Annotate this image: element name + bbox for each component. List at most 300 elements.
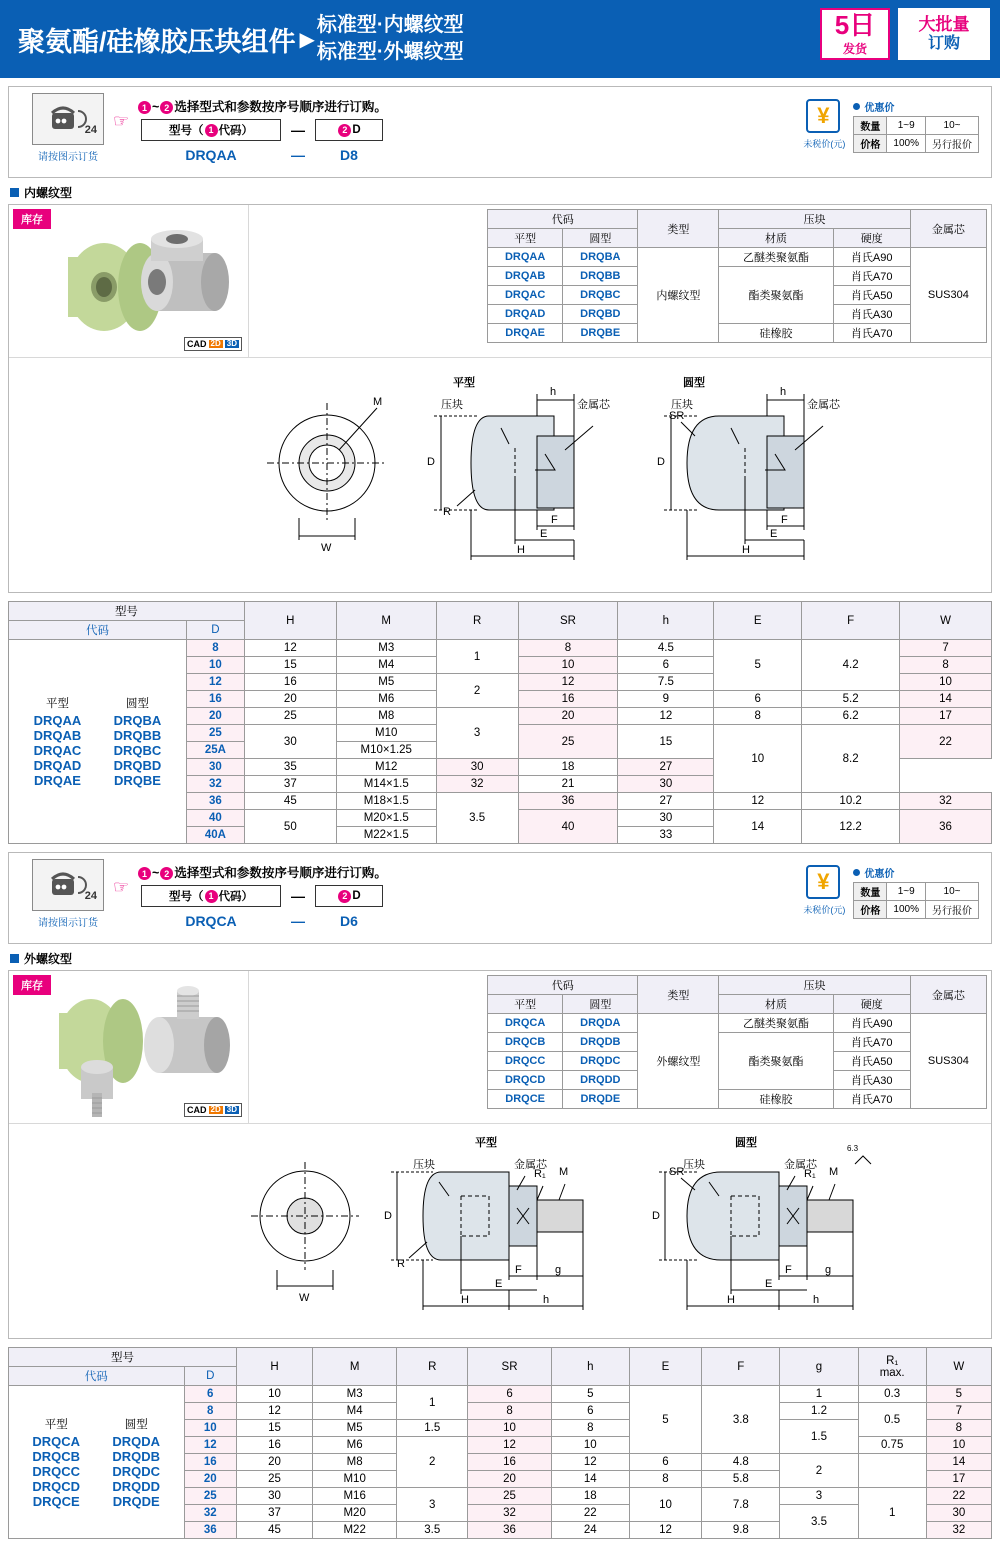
pointing-hand-icon: ☞: [113, 111, 130, 131]
price-value-10plus: 另行报价: [926, 135, 979, 153]
cell-W: 27: [618, 759, 714, 776]
model-list-cell: [9, 640, 187, 844]
cell-H: 15: [236, 1420, 312, 1437]
round-view-title: 圆型: [683, 377, 705, 389]
drawing-svg-external: [9, 1124, 991, 1337]
th-M: M: [336, 602, 436, 640]
cell-F: 5.8: [702, 1471, 780, 1488]
panel-top-row: [9, 205, 991, 357]
cell-hardness: 肖氏A50: [833, 1052, 910, 1071]
cell-M: M12: [336, 759, 436, 776]
cell-type: 外螺纹型: [638, 1014, 719, 1109]
flat-view-title-2: 平型: [475, 1137, 497, 1149]
cell-hardness: 肖氏A30: [833, 305, 910, 324]
cell-R: 1: [436, 640, 518, 674]
cell-R1: 0.5: [858, 1403, 926, 1437]
cell-SR: 12: [518, 674, 618, 691]
header-arrow-icon: ▶: [299, 28, 315, 51]
cell-core: SUS304: [910, 248, 986, 343]
example-d-value: D8: [340, 147, 358, 163]
badge-5day-shipping: [820, 8, 890, 60]
cell-D: 10: [184, 1420, 236, 1437]
cell-D: 8: [184, 1403, 236, 1420]
model-code-suffix: 代码）: [218, 125, 253, 137]
cell-SR: 36: [468, 1522, 552, 1539]
cad-2d-label: 2D: [210, 338, 221, 348]
model-round: DRQBD: [113, 758, 162, 773]
cell-R: 3: [397, 1488, 468, 1522]
cell-E: 8: [629, 1471, 701, 1488]
label-M-round: M: [829, 1166, 839, 1178]
cell-W: 14: [900, 691, 992, 708]
cell-D: 40A: [186, 827, 244, 844]
step-2-marker: 2: [160, 867, 173, 880]
cell-E: 5: [714, 640, 802, 691]
example-model-value: DRQCA: [185, 913, 237, 929]
cell-R1: 0.75: [858, 1437, 926, 1454]
cad-3d-label: 3D: [226, 338, 237, 348]
table-row: [9, 1386, 992, 1403]
badge-bulk-line1: 大批量: [918, 14, 970, 34]
label-M-flat: M: [559, 1166, 569, 1178]
cell-W: 7: [900, 640, 992, 657]
cell-h: 12: [618, 708, 714, 725]
cad-2d-label: 2D: [210, 1104, 221, 1114]
cell-g: 1.5: [780, 1420, 858, 1454]
bullet-icon: [853, 869, 860, 876]
model-code-suffix: 代码）: [218, 891, 253, 903]
cell-H: 50: [244, 810, 336, 844]
d-param-marker: 2: [338, 890, 351, 903]
cell-F: 5.2: [802, 691, 900, 708]
section-marker-icon: [10, 188, 19, 197]
cell-H: 25: [236, 1471, 312, 1488]
cell-round-code: DRQDD: [563, 1071, 638, 1090]
cell-round-code: DRQBC: [563, 286, 638, 305]
cell-material-3: 硅橡胶: [719, 324, 833, 343]
tax-note: 未税价(元): [803, 139, 846, 149]
label-R-flat: R: [443, 506, 451, 518]
cell-W: 17: [926, 1471, 991, 1488]
model-flat-head: 平型: [44, 1418, 68, 1431]
model-code-label: 型号（: [169, 891, 204, 903]
order-field-row: [141, 885, 383, 907]
label-core-round: 金属芯: [807, 399, 840, 411]
product-photo-internal: [9, 205, 249, 357]
cell-flat-code: DRQCD: [488, 1071, 563, 1090]
cell-h: 7.5: [618, 674, 714, 691]
model-flat: DRQAB: [33, 728, 82, 743]
cell-R1: 1: [858, 1488, 926, 1539]
cell-F: 7.8: [702, 1488, 780, 1522]
round-view-title-2: 圆型: [735, 1137, 757, 1149]
cell-H: 30: [244, 725, 336, 759]
code-table-external: [487, 975, 987, 1109]
cell-W: 30: [926, 1505, 991, 1522]
label-D-round: D: [657, 456, 665, 468]
cell-E: 12: [629, 1522, 701, 1539]
cell-W: 5: [926, 1386, 991, 1403]
model-flat-head: 平型: [45, 698, 69, 710]
cell-W: 10: [900, 674, 992, 691]
th-code: 代码: [488, 976, 638, 995]
price-title-row: [853, 865, 979, 880]
th-W: W: [900, 602, 992, 640]
phone-icon: [32, 93, 104, 145]
cell-E: 6: [714, 691, 802, 708]
price-value-label: 价格: [854, 901, 887, 919]
cell-W: 32: [926, 1522, 991, 1539]
th-flat: 平型: [488, 229, 563, 248]
label-H-flat: H: [517, 544, 525, 556]
badge-5day-big: 5日: [834, 9, 876, 40]
cell-E: 10: [714, 725, 802, 793]
code-table-header-1: [488, 976, 987, 995]
instruction-text: 选择型式和参数按序号顺序进行订购。: [174, 100, 387, 114]
cell-H: 45: [244, 793, 336, 810]
th-R: R: [397, 1348, 468, 1386]
model-flat: DRQAC: [33, 743, 82, 758]
model-round: DRQDC: [112, 1463, 161, 1479]
cell-H: 20: [236, 1454, 312, 1471]
cell-D: 12: [186, 674, 244, 691]
price-value-row: [854, 135, 979, 153]
th-SR: SR: [518, 602, 618, 640]
cell-F: 4.2: [802, 640, 900, 691]
model-flat: DRQCB: [32, 1448, 81, 1464]
cell-hardness: 肖氏A70: [833, 1090, 910, 1109]
label-F-flat-2: F: [515, 1264, 522, 1276]
cell-flat-code: DRQAE: [488, 324, 563, 343]
model-code-label: 型号（: [169, 125, 204, 137]
field-separator-dash: —: [291, 888, 305, 904]
label-core-flat: 金属芯: [577, 399, 610, 411]
cell-g: 3.5: [780, 1505, 858, 1539]
th-W: W: [926, 1348, 991, 1386]
cell-M: M10: [313, 1471, 397, 1488]
model-flat: DRQCA: [32, 1433, 81, 1449]
cell-SR: 32: [468, 1505, 552, 1522]
cell-M: M22: [313, 1522, 397, 1539]
d-param-suffix: D: [352, 890, 361, 902]
spec-table-external: [8, 1347, 992, 1539]
cell-SR: 10: [468, 1420, 552, 1437]
model-round-head: 圆型: [125, 698, 149, 710]
th-h: h: [618, 602, 714, 640]
cell-h: 4.5: [618, 640, 714, 657]
cell-H: 12: [236, 1403, 312, 1420]
label-block-flat: 压块: [441, 399, 463, 411]
cell-SR: 20: [468, 1471, 552, 1488]
cell-E: 14: [714, 810, 802, 844]
cell-M: M4: [336, 657, 436, 674]
table-row: [488, 248, 987, 267]
phone-glyph: [48, 869, 88, 901]
model-code-marker: 1: [205, 124, 218, 137]
d-param-field[interactable]: [315, 885, 383, 907]
cell-M: M5: [313, 1420, 397, 1437]
model-flat: DRQAE: [33, 773, 81, 788]
cell-D: 25A: [186, 742, 244, 759]
yen-icon: ¥: [806, 865, 840, 899]
instruction-text: 选择型式和参数按序号顺序进行订购。: [174, 866, 387, 880]
model-code-field[interactable]: [141, 119, 281, 141]
cell-D: 40: [186, 810, 244, 827]
th-code: 代码: [9, 621, 187, 640]
phone-glyph: [48, 103, 88, 135]
instruction-tilde: ~: [152, 866, 160, 880]
cell-R: 1.5: [397, 1420, 468, 1437]
cell-M: M20: [313, 1505, 397, 1522]
th-F: F: [802, 602, 900, 640]
cell-F: 4.8: [702, 1454, 780, 1471]
cell-W: 32: [900, 793, 992, 810]
price-value-1-9: 100%: [887, 901, 926, 919]
cell-H: 10: [236, 1386, 312, 1403]
step-1-marker: 1: [138, 867, 151, 880]
cell-SR: 20: [518, 708, 618, 725]
model-list-cell-2: [9, 1386, 185, 1539]
label-h-flat-2: h: [543, 1294, 550, 1306]
cell-D: 25: [184, 1488, 236, 1505]
label-h-round-2: h: [813, 1294, 820, 1306]
header-badges: [820, 8, 990, 60]
yen-group: [803, 99, 846, 150]
phone-order-caption: 请按图示订货: [38, 918, 98, 929]
cell-M: M8: [313, 1454, 397, 1471]
cell-F: 12.2: [802, 810, 900, 844]
model-flat: DRQAD: [33, 758, 82, 773]
header-subtitle-line1: 标准型·内螺纹型: [316, 14, 464, 36]
phone-24h-label: 24: [84, 124, 97, 136]
cell-R: 3: [436, 708, 518, 759]
d-param-field[interactable]: [315, 119, 383, 141]
model-code-field[interactable]: [141, 885, 281, 907]
th-type: 类型: [638, 976, 719, 1014]
cell-SR: 12: [468, 1437, 552, 1454]
th-E: E: [629, 1348, 701, 1386]
cell-M: M18×1.5: [336, 793, 436, 810]
cell-F: 9.8: [702, 1522, 780, 1539]
label-M-front: M: [373, 396, 383, 408]
label-H-round-2: H: [727, 1294, 735, 1306]
cell-hardness: 肖氏A70: [833, 267, 910, 286]
price-area: [803, 99, 979, 153]
cell-material-2: 酯类聚氨酯: [719, 267, 833, 324]
th-round: 圆型: [563, 995, 638, 1014]
cell-flat-code: DRQCE: [488, 1090, 563, 1109]
model-round: DRQBA: [113, 713, 162, 728]
cell-material-2: 酯类聚氨酯: [719, 1033, 833, 1090]
cell-H: 16: [236, 1437, 312, 1454]
badge-bulk-line2: 订购: [927, 34, 960, 52]
cell-round-code: DRQDE: [563, 1090, 638, 1109]
drawing-svg-internal: [9, 358, 991, 591]
cell-R: 3.5: [436, 793, 518, 844]
cell-H: 15: [244, 657, 336, 674]
th-model: 型号: [9, 602, 245, 621]
cell-W: 30: [618, 776, 714, 793]
label-core-round-2: 金属芯: [784, 1159, 817, 1171]
label-F-flat: F: [551, 514, 558, 526]
cell-R: 2: [436, 674, 518, 708]
cell-E: 6: [629, 1454, 701, 1471]
cad-label: CAD: [187, 1105, 207, 1115]
th-h: h: [551, 1348, 629, 1386]
price-value-row: [854, 901, 979, 919]
price-table-group: [853, 99, 979, 153]
cell-round-code: DRQBD: [563, 305, 638, 324]
section-label-text: 外螺纹型: [24, 952, 73, 966]
th-M: M: [313, 1348, 397, 1386]
label-E-flat: E: [540, 528, 548, 540]
flat-view-title: 平型: [453, 377, 475, 389]
section-label-text: 内螺纹型: [24, 186, 73, 200]
label-E-round: E: [770, 528, 778, 540]
cell-h: 6: [551, 1403, 629, 1420]
th-SR: SR: [468, 1348, 552, 1386]
label-H-round: H: [742, 544, 750, 556]
stock-badge: 库存: [13, 209, 51, 229]
th-D: D: [184, 1367, 236, 1386]
cell-M: M22×1.5: [336, 827, 436, 844]
price-value-10plus: 另行报价: [926, 901, 979, 919]
cell-material-1: 乙醚类聚氨酯: [719, 1014, 833, 1033]
cad-3d-label: 3D: [226, 1104, 237, 1114]
label-F-round-2: F: [785, 1264, 792, 1276]
price-table: [853, 116, 979, 153]
code-table-container-1: [249, 205, 991, 357]
cell-flat-code: DRQAC: [488, 286, 563, 305]
cell-SR: 25: [518, 725, 618, 759]
spec-header-row-1: [9, 602, 992, 621]
cell-W: 17: [900, 708, 992, 725]
price-qty-10plus: 10~: [926, 883, 979, 901]
price-value-label: 价格: [854, 135, 887, 153]
cell-h: 10: [551, 1437, 629, 1454]
order-example-row: [141, 147, 383, 163]
cell-E: 10: [629, 1488, 701, 1522]
label-W-front: W: [321, 542, 332, 554]
th-material: 材质: [719, 995, 833, 1014]
cell-hardness: 肖氏A70: [833, 324, 910, 343]
cell-W: 36: [900, 810, 992, 844]
price-qty-1-9: 1~9: [887, 883, 926, 901]
example-model-value: DRQAA: [185, 147, 237, 163]
spec-header-row-1: [9, 1348, 992, 1367]
cell-g: 2: [780, 1454, 858, 1488]
cell-H: 20: [244, 691, 336, 708]
cell-M: M3: [336, 640, 436, 657]
model-round: DRQBC: [113, 743, 162, 758]
label-g-flat: g: [555, 1264, 562, 1276]
technical-drawing-internal: [9, 357, 991, 592]
field-separator-dash: —: [291, 122, 305, 138]
cad-badge[interactable]: [184, 337, 242, 351]
cell-M: M6: [313, 1437, 397, 1454]
cell-h: 22: [551, 1505, 629, 1522]
order-instruction: [137, 863, 387, 881]
cell-core: SUS304: [910, 1014, 986, 1109]
cell-R: 1: [397, 1386, 468, 1420]
badge-5day-small: 发货: [842, 41, 867, 56]
cell-hardness: 肖氏A50: [833, 286, 910, 305]
th-hardness: 硬度: [833, 995, 910, 1014]
th-round: 圆型: [563, 229, 638, 248]
cell-M: M10×1.25: [336, 742, 436, 759]
cell-h: 8: [551, 1420, 629, 1437]
table-row: [488, 1014, 987, 1033]
table-row: [9, 640, 992, 657]
cell-SR: 32: [436, 776, 518, 793]
cell-flat-code: DRQAA: [488, 248, 563, 267]
cell-material-3: 硅橡胶: [719, 1090, 833, 1109]
cell-D: 25: [186, 725, 244, 742]
label-h-round: h: [780, 386, 787, 398]
order-instruction: [137, 97, 387, 115]
cell-F: 6.2: [802, 708, 900, 725]
cad-badge[interactable]: [184, 1103, 242, 1117]
label-h-flat: h: [550, 386, 557, 398]
roughness-label: 6.3: [847, 1144, 859, 1153]
cell-F: 10.2: [802, 793, 900, 810]
label-F-round: F: [781, 514, 788, 526]
model-round: DRQDB: [112, 1448, 161, 1464]
label-D-round-2: D: [652, 1210, 660, 1222]
cell-M: M16: [313, 1488, 397, 1505]
cell-H: 30: [236, 1488, 312, 1505]
cell-H: 12: [244, 640, 336, 657]
th-model: 型号: [9, 1348, 237, 1367]
cell-H: 37: [244, 776, 336, 793]
th-D: D: [186, 621, 244, 640]
cell-hardness: 肖氏A30: [833, 1071, 910, 1090]
instruction-tilde: ~: [152, 100, 160, 114]
phone-order-icon-group-2: [19, 859, 117, 929]
step-2-marker: 2: [160, 101, 173, 114]
cell-E: 5: [629, 1386, 701, 1454]
price-table-group: [853, 865, 979, 919]
model-round: DRQDA: [112, 1433, 161, 1449]
cell-D: 8: [186, 640, 244, 657]
cell-h: 6: [618, 657, 714, 674]
th-F: F: [702, 1348, 780, 1386]
label-R-flat-2: R: [397, 1258, 405, 1270]
label-block-round-2: 压块: [683, 1159, 705, 1171]
product-panel-external: [8, 970, 992, 1339]
cell-h: 30: [618, 810, 714, 827]
phone-order-icon-group: [19, 93, 117, 163]
cell-type: 内螺纹型: [638, 248, 719, 343]
th-core: 金属芯: [910, 976, 986, 1014]
cell-SR: 6: [468, 1386, 552, 1403]
cell-D: 32: [186, 776, 244, 793]
label-SR-round: SR: [669, 410, 685, 422]
section-label-external-thread: [10, 950, 1000, 967]
cell-flat-code: DRQCB: [488, 1033, 563, 1052]
label-D-flat-2: D: [384, 1210, 392, 1222]
th-R: R: [436, 602, 518, 640]
spec-table-internal: [8, 601, 992, 844]
cell-h: 21: [518, 776, 618, 793]
th-hardness: 硬度: [833, 229, 910, 248]
cell-h: 27: [618, 793, 714, 810]
model-round: DRQBE: [113, 773, 161, 788]
page-title: 聚氨酯/硅橡胶压块组件: [18, 26, 296, 57]
cell-D: 12: [184, 1437, 236, 1454]
cell-D: 16: [184, 1454, 236, 1471]
cell-SR: 10: [518, 657, 618, 674]
